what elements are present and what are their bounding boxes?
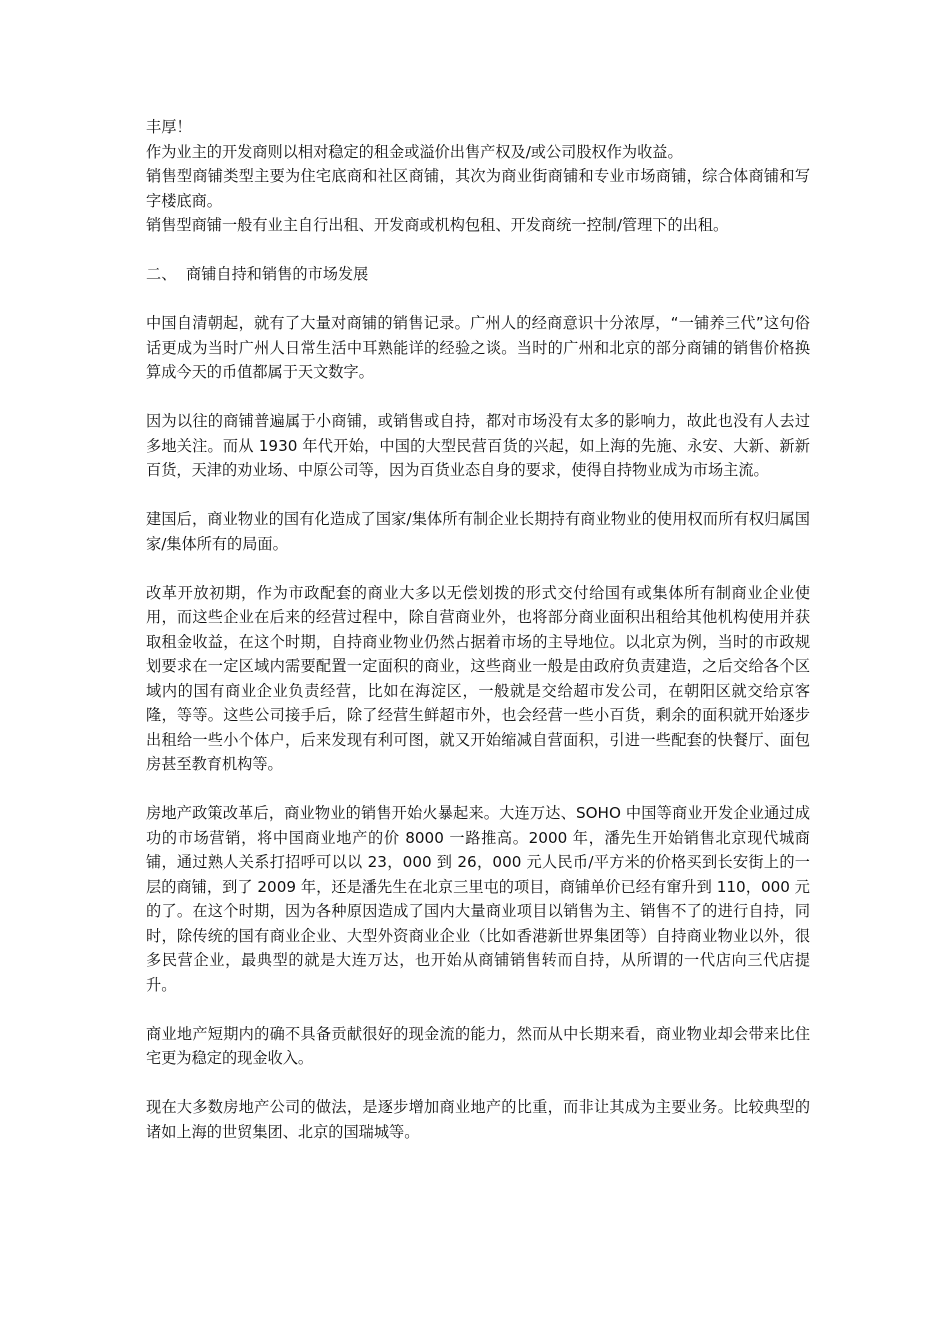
- intro-line: 作为业主的开发商则以相对稳定的租金或溢价出售产权及/或公司股权作为收益。: [146, 142, 683, 161]
- section-heading: 二、 商铺自持和销售的市场发展: [146, 265, 369, 283]
- intro-line: 销售型商铺类型主要为住宅底商和社区商铺，其次为商业街商铺和专业市场商铺，综合体商铺和写字楼底商。: [146, 167, 810, 210]
- intro-line: 销售型商铺一般有业主自行出租、开发商或机构包租、开发商统一控制/管理下的出租。: [146, 216, 729, 234]
- paragraph: 商业地产短期内的确不具备贡献很好的现金流的能力，然而从中长期来看，商业物业却会带来比住宅更为稳定的现金收入。: [146, 1024, 810, 1067]
- document-body: [146, 115, 810, 1144]
- paragraph: 房地产政策改革后，商业物业的销售开始火暴起来。大连万达、SOHO 中国等商业开发企业通过成功的市场营销，将中国商业地产的价 8000 一路推高。2000 年，潘先生开始销售北京现代城商铺，通过熟人关系打招呼可以以 23，000 到 26，000 元人民币/平方米的价格买到长安街上的一层的商铺，到了 2009 年，还是潘先生在北京三里屯的项目，商铺单价已经有窜升到 110，000 元的了。在这个时期，因为各种原因造成了国内大量商业项目以销售为主、销售不了的进行自持，同时，除传统的国有商业企业、大型外资商业企业（比如香港新世界集团等）自持商业物业以外，很多民营企业，最典型的就是大连万达，也开始从商铺销售转而自持，从所谓的一代店向三代店提升。: [146, 804, 810, 994]
- intro-line: 丰厚！: [146, 118, 192, 136]
- paragraph: 现在大多数房地产公司的做法，是逐步增加商业地产的比重，而非让其成为主要业务。比较典型的诸如上海的世贸集团、北京的国瑞城等。: [146, 1098, 810, 1141]
- paragraph: 因为以往的商铺普遍属于小商铺，或销售或自持，都对市场没有太多的影响力，故此也没有人去过多地关注。而从 1930 年代开始，中国的大型民营百货的兴起，如上海的先施、永安、大新、新新百货，天津的劝业场、中原公司等，因为百货业态自身的要求，使得自持物业成为市场主流。: [146, 412, 810, 479]
- paragraph: 建国后，商业物业的国有化造成了国家/集体所有制企业长期持有商业物业的使用权而所有权归属国家/集体所有的局面。: [146, 510, 810, 553]
- paragraph: 中国自清朝起，就有了大量对商铺的销售记录。广州人的经商意识十分浓厚，“一铺养三代”这句俗话更成为当时广州人日常生活中耳熟能详的经验之谈。当时的广州和北京的部分商铺的销售价格换算成今天的币值都属于天文数字。: [146, 314, 810, 381]
- paragraph: 改革开放初期，作为市政配套的商业大多以无偿划拨的形式交付给国有或集体所有制商业企业使用，而这些企业在后来的经营过程中，除自营商业外，也将部分商业面积出租给其他机构使用并获取租金收益，在这个时期，自持商业物业仍然占据着市场的主导地位。以北京为例，当时的市政规划要求在一定区域内需要配置一定面积的商业，这些商业一般是由政府负责建造，之后交给各个区域内的国有商业企业负责经营，比如在海淀区，一般就是交给超市发公司，在朝阳区就交给京客隆，等等。这些公司接手后，除了经营生鲜超市外，也会经营一些小百货，剩余的面积就开始逐步出租给一些小个体户，后来发现有利可图，就又开始缩减自营面积，引进一些配套的快餐厅、面包房甚至教育机构等。: [146, 583, 810, 773]
